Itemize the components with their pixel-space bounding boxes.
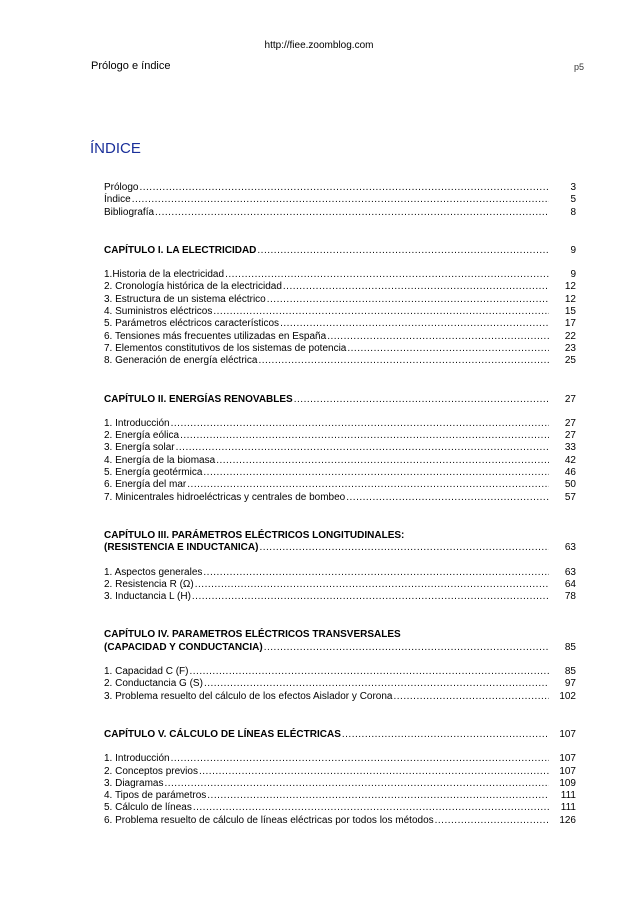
toc-entry: 1. Capacidad C (F) ..... 85 bbox=[104, 666, 576, 678]
toc-entry: 1.Historia de la electricidad ..... 9 bbox=[104, 269, 576, 281]
toc-entry: 6. Tensiones más frecuentes utilizadas en España ..... 22 bbox=[104, 331, 576, 343]
toc-entry: 3. Problema resuelto del cálculo de los efectos Aislador y Corona ..... 102 bbox=[104, 691, 576, 703]
toc-entry: 1. Aspectos generales ..... 63 bbox=[104, 567, 576, 579]
chapter-heading: CAPÍTULO V. CÁLCULO DE LÍNEAS ELÉCTRICAS ..... 107 bbox=[104, 729, 576, 741]
toc-entry: 3. Inductancia L (H) ..... 78 bbox=[104, 591, 576, 603]
toc-entry: 6. Energía del mar ..... 50 bbox=[104, 479, 576, 491]
toc-entry: 1. Introducción ..... 27 bbox=[104, 418, 576, 430]
toc-entry: 8. Generación de energía eléctrica ..... 25 bbox=[104, 355, 576, 367]
toc-entry: 6. Problema resuelto de cálculo de líneas eléctricas por todos los métodos ..... 126 bbox=[104, 815, 576, 827]
chapter-heading-line: CAPÍTULO III. PARÁMETROS ELÉCTRICOS LONGITUDINALES: bbox=[104, 529, 405, 541]
chapter-heading: CAPÍTULO I. LA ELECTRICIDAD ..... 9 bbox=[104, 245, 576, 257]
toc-entry: 7. Elementos constitutivos de los sistemas de potencia ..... 23 bbox=[104, 343, 576, 355]
chapter-heading: (CAPACIDAD Y CONDUCTANCIA) ..... 85 bbox=[104, 642, 576, 654]
header-section: Prólogo e índice bbox=[91, 60, 171, 72]
toc-entry: Índice ..... 5 bbox=[104, 194, 576, 206]
toc-entry: Prólogo ..... 3 bbox=[104, 182, 576, 194]
toc-entry: 5. Cálculo de líneas ..... 111 bbox=[104, 802, 576, 814]
toc-entry: 4. Energía de la biomasa ..... 42 bbox=[104, 455, 576, 467]
toc-entry: 3. Estructura de un sistema eléctrico ..... 12 bbox=[104, 294, 576, 306]
toc-entry: 2. Energía eólica ..... 27 bbox=[104, 430, 576, 442]
toc-entry: 3. Diagramas ..... 109 bbox=[104, 778, 576, 790]
toc-entry: 3. Energía solar ..... 33 bbox=[104, 442, 576, 454]
header-page-number: p5 bbox=[573, 62, 584, 72]
header-url: http://fiee.zoomblog.com bbox=[264, 40, 374, 51]
toc-entry: 2. Cronología histórica de la electricidad ..... 12 bbox=[104, 281, 576, 293]
page-title: ÍNDICE bbox=[90, 140, 141, 157]
toc-entry: 5. Energía geotérmica ..... 46 bbox=[104, 467, 576, 479]
toc-entry: 1. Introducción ..... 107 bbox=[104, 753, 576, 765]
toc-entry: 4. Suministros eléctricos ..... 15 bbox=[104, 306, 576, 318]
table-of-contents bbox=[104, 182, 576, 827]
toc-entry: 2. Resistencia R (Ω) ..... 64 bbox=[104, 579, 576, 591]
toc-entry: 2. Conductancia G (S) ..... 97 bbox=[104, 678, 576, 690]
toc-entry: Bibliografía ..... 8 bbox=[104, 207, 576, 219]
toc-entry: 7. Minicentrales hidroeléctricas y centrales de bombeo ..... 57 bbox=[104, 492, 576, 504]
chapter-heading-line: CAPÍTULO IV. PARAMETROS ELÉCTRICOS TRANSVERSALES bbox=[104, 629, 401, 641]
toc-entry: 5. Parámetros eléctricos característicos ..... 17 bbox=[104, 318, 576, 330]
toc-entry: 4. Tipos de parámetros ..... 111 bbox=[104, 790, 576, 802]
chapter-heading: (RESISTENCIA E INDUCTANICA) ..... 63 bbox=[104, 542, 576, 554]
toc-entry: 2. Conceptos previos ..... 107 bbox=[104, 766, 576, 778]
chapter-heading: CAPÍTULO II. ENERGÍAS RENOVABLES ..... 27 bbox=[104, 394, 576, 406]
